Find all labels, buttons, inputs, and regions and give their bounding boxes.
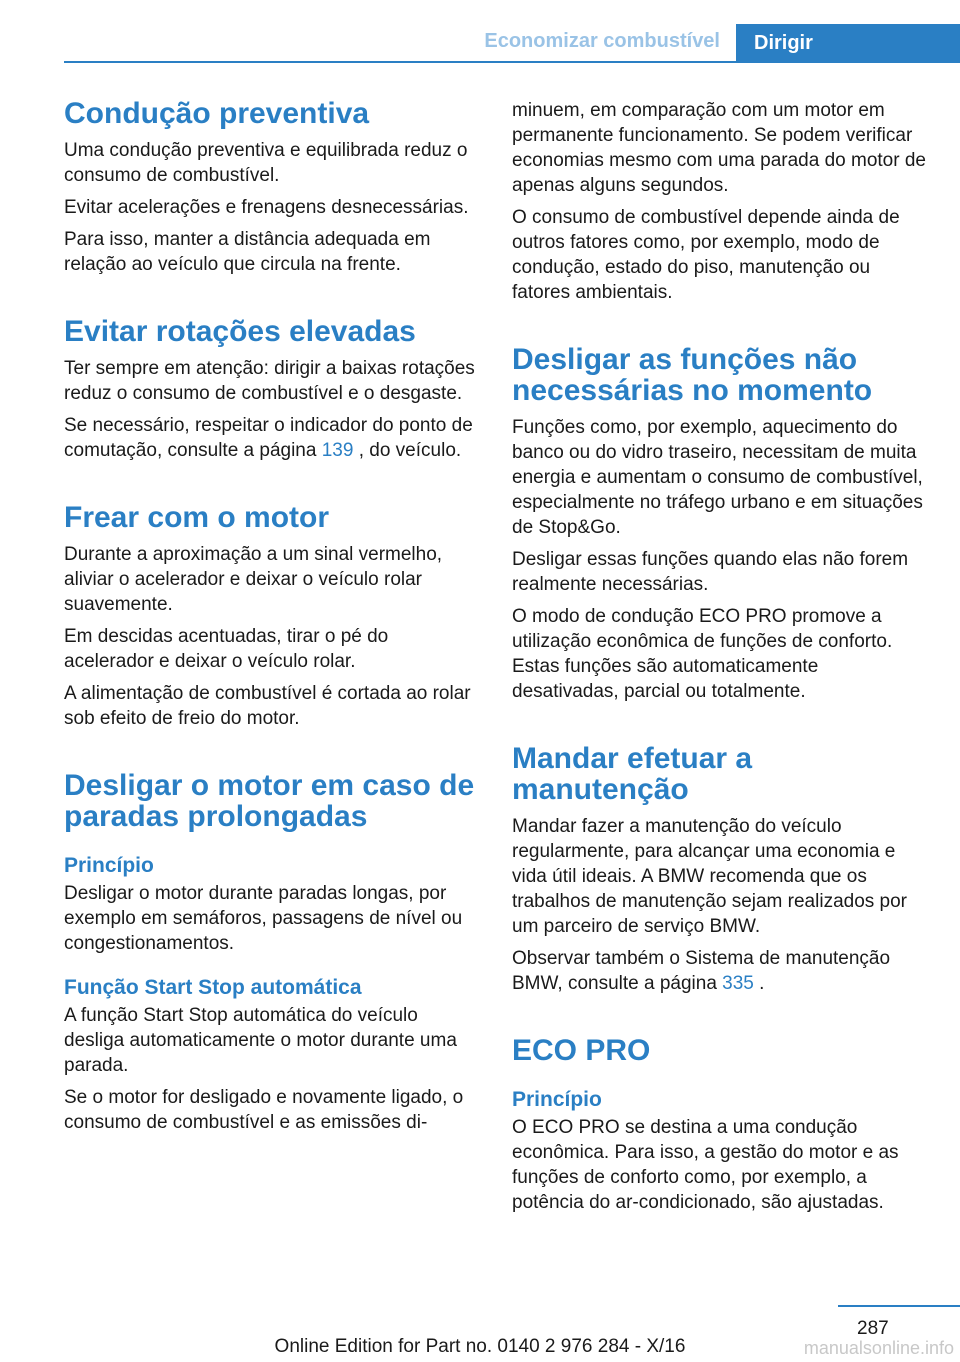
paragraph: Mandar fazer a manutenção do veículo regularmente, para alcançar uma economia e vida útil ideais. A BMW recomenda que os trabalhos de manutenção sejam realizados por um parceiro de serviço BMW.	[512, 816, 908, 937]
paragraph-with-link	[64, 413, 480, 463]
paragraph: Se o motor for desligado e novamente ligado, o consumo de combustível e as emissões di-	[64, 1087, 464, 1133]
paragraph: Desligar o motor durante paradas longas, por exemplo em semáforos, passagens de nível ou congestionamentos.	[64, 883, 463, 954]
header-divider	[64, 61, 960, 63]
paragraph: Durante a aproximação a um sinal vermelho, aliviar o acelerador e deixar o veículo rolar suavemente.	[64, 544, 443, 615]
left-column	[64, 98, 480, 1142]
paragraph: O modo de condução ECO PRO promove a utilização econômica de funções de conforto. Estas funções são automaticamente desativadas, parcial ou totalmente.	[512, 606, 893, 702]
subheading-start-stop: Função Start Stop automática	[64, 976, 362, 999]
paragraph-text: Se necessário, respeitar o indicador do ponto de comutação, consulte a página	[64, 415, 473, 461]
paragraph: O consumo de combustível depende ainda de outros fatores como, por exemplo, modo de condução, estado do piso, manutenção ou fatores ambientais.	[512, 207, 900, 303]
header-section-title: Economizar combustível	[484, 30, 720, 52]
paragraph: Funções como, por exemplo, aquecimento do banco ou do vidro traseiro, necessitam de muita energia e aumentam o consumo de combustível, especialmente no tráfego urbano e em situações de Stop&Go.	[512, 417, 923, 538]
header-chapter-tab: Dirigir	[736, 24, 960, 62]
heading-conducao-preventiva: Condução preventiva	[64, 97, 370, 130]
footer-divider	[838, 1305, 960, 1307]
watermark: manualsonline.info	[803, 1338, 954, 1358]
paragraph: Para isso, manter a distância adequada em relação ao veículo que circula na frente.	[64, 229, 431, 275]
heading-eco-pro: ECO PRO	[512, 1034, 651, 1067]
right-column	[512, 98, 928, 1222]
subheading-principio: Princípio	[64, 854, 154, 877]
paragraph: A alimentação de combustível é cortada ao rolar sob efeito de freio do motor.	[64, 683, 471, 729]
footer-edition: Online Edition for Part no. 0140 2 976 284 - X/16	[274, 1336, 686, 1357]
paragraph-with-link	[512, 946, 928, 996]
paragraph: Ter sempre em atenção: dirigir a baixas rotações reduz o consumo de combustível e o desgaste.	[64, 358, 475, 404]
paragraph: Em descidas acentuadas, tirar o pé do acelerador e deixar o veículo rolar.	[64, 626, 389, 672]
paragraph: Uma condução preventiva e equilibrada reduz o consumo de combustível.	[64, 140, 468, 186]
heading-desligar-motor: Desligar o motor em caso de paradas prolongadas	[64, 769, 475, 833]
page-number: 287	[857, 1318, 889, 1339]
heading-manutencao: Mandar efetuar a manutenção	[512, 742, 753, 806]
paragraph: A função Start Stop automática do veículo desliga automaticamente o motor durante uma parada.	[64, 1005, 457, 1076]
paragraph: minuem, em comparação com um motor em permanente funcionamento. Se podem verificar economias mesmo com uma parada do motor de apenas alguns segundos.	[512, 100, 926, 196]
page-header	[0, 24, 960, 62]
heading-frear-com-motor: Frear com o motor	[64, 501, 330, 534]
paragraph: O ECO PRO se destina a uma condução econômica. Para isso, a gestão do motor e as funções de conforto como, por exemplo, a potência do ar-condicionado, são ajustadas.	[512, 1117, 899, 1213]
paragraph: Evitar acelerações e frenagens desnecessárias.	[64, 197, 469, 218]
subheading-principio: Princípio	[512, 1088, 602, 1111]
paragraph-text: .	[753, 973, 765, 994]
paragraph: Desligar essas funções quando elas não forem realmente necessárias.	[512, 549, 909, 595]
page-link-139[interactable]: 139	[321, 440, 354, 461]
page-link-335[interactable]: 335	[722, 973, 754, 994]
heading-desligar-funcoes: Desligar as funções não necessárias no momento	[512, 343, 873, 407]
heading-evitar-rotacoes: Evitar rotações elevadas	[64, 315, 416, 348]
paragraph-text: Observar também o Sistema de manutenção BMW, consulte a página	[512, 948, 891, 994]
paragraph-text: , do veículo.	[353, 440, 462, 461]
